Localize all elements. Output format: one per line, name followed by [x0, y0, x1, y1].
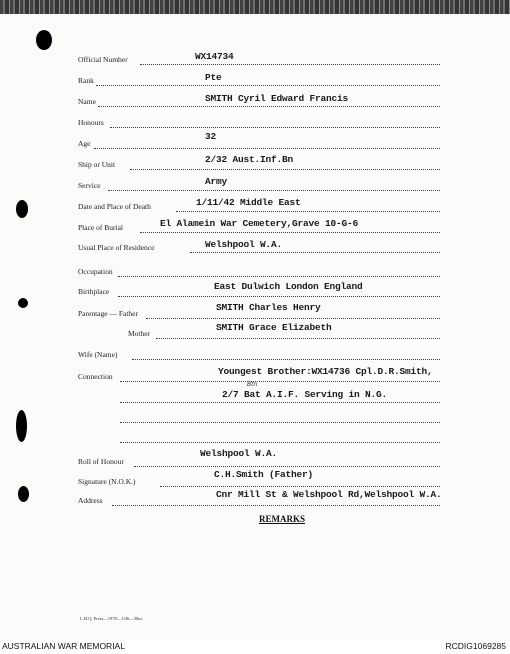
handwritten-correction: Btn — [247, 381, 258, 388]
field-value: Pte — [205, 72, 222, 83]
field-value: C.H.Smith (Father) — [214, 469, 314, 480]
row-wife — [0, 347, 510, 363]
field-value: Welshpool W.A. — [200, 448, 278, 459]
field-label: Address — [78, 496, 103, 505]
row-date-place-death — [0, 199, 510, 215]
field-label: Date and Place of Death — [78, 202, 151, 211]
field-value: East Dulwich London England — [214, 281, 363, 292]
footer-institution: AUSTRALIAN WAR MEMORIAL — [2, 641, 125, 651]
field-label: Signature (N.O.K.) — [78, 477, 136, 486]
field-rule — [108, 190, 440, 191]
field-label: Official Number — [78, 55, 128, 64]
field-label: Wife (Name) — [78, 350, 118, 359]
remarks-heading: REMARKS — [259, 514, 306, 524]
field-value: 1/11/42 Middle East — [196, 197, 301, 208]
printer-note: L.H.Q. Press—1978—1/46—30m. — [80, 616, 143, 621]
row-blank-2 — [0, 430, 510, 446]
field-rule — [140, 232, 440, 233]
row-blank-1 — [0, 410, 510, 426]
row-address — [0, 489, 510, 509]
field-label: Honours — [78, 118, 104, 127]
field-value: 32 — [205, 131, 217, 142]
field-value: WX14734 — [195, 51, 234, 62]
field-label: Birthplace — [78, 287, 110, 296]
field-rule — [176, 211, 440, 212]
row-occupation — [0, 264, 510, 280]
field-rule — [160, 486, 440, 487]
field-label: Connection — [78, 372, 113, 381]
field-label: Age — [78, 139, 91, 148]
field-label: Name — [78, 97, 96, 106]
field-rule — [146, 318, 440, 319]
row-honours — [0, 115, 510, 131]
field-rule — [134, 466, 440, 467]
field-label: Mother — [128, 329, 151, 338]
field-label: Usual Place of Residence — [78, 243, 155, 252]
punch-hole-top — [36, 30, 52, 50]
row-residence — [0, 240, 510, 256]
field-value: SMITH Grace Elizabeth — [216, 322, 332, 333]
field-value: SMITH Cyril Edward Francis — [205, 93, 349, 104]
row-official-number — [0, 52, 510, 68]
field-value: El Alamein War Cemetery,Grave 10-G-6 — [160, 218, 359, 229]
row-place-of-burial — [0, 219, 510, 235]
field-rule — [94, 148, 440, 149]
field-rule — [118, 296, 440, 297]
field-rule — [118, 276, 440, 277]
field-rule — [120, 381, 440, 382]
field-value: Welshpool W.A. — [205, 239, 283, 250]
field-rule — [190, 252, 440, 253]
field-value: 2/32 Aust.Inf.Bn — [205, 154, 294, 165]
field-label: Place of Burial — [78, 223, 123, 232]
field-rule — [112, 505, 440, 506]
field-label: Roll of Honour — [78, 457, 124, 466]
row-name — [0, 94, 510, 110]
field-rule — [132, 359, 440, 360]
field-value: Youngest Brother:WX14736 Cpl.D.R.Smith, — [218, 366, 433, 377]
field-label: Service — [78, 181, 101, 190]
field-rule — [156, 338, 440, 339]
row-signature — [0, 469, 510, 490]
row-ship-or-unit — [0, 154, 510, 173]
row-birthplace — [0, 281, 510, 300]
field-rule — [130, 169, 440, 170]
field-label: Rank — [78, 76, 94, 85]
field-value: SMITH Charles Henry — [216, 302, 321, 313]
field-rule — [98, 106, 440, 107]
field-value: Cnr Mill St & Welshpool Rd,Welshpool W.A. — [216, 489, 442, 500]
scan-edge — [0, 0, 510, 14]
field-rule — [110, 127, 440, 128]
row-service — [0, 178, 510, 194]
field-value: 2/7 Bat A.I.F. Serving in N.G. — [222, 389, 388, 400]
footer-record-id: RCDIG1069285 — [445, 641, 506, 651]
field-rule — [140, 64, 440, 65]
archive-footer — [0, 640, 510, 654]
field-label: Ship or Unit — [78, 160, 116, 169]
field-rule — [120, 442, 440, 443]
row-connection-cont — [0, 381, 510, 406]
field-rule — [120, 402, 440, 403]
field-rule — [120, 422, 440, 423]
row-rank — [0, 73, 510, 89]
field-value: Army — [205, 176, 228, 187]
field-label: Occupation — [78, 267, 113, 276]
row-father — [0, 302, 510, 322]
field-rule — [96, 85, 440, 86]
row-mother — [0, 322, 510, 342]
field-label: Parentage — Father — [78, 309, 138, 318]
row-roll-of-honour — [0, 448, 510, 470]
row-age — [0, 131, 510, 152]
